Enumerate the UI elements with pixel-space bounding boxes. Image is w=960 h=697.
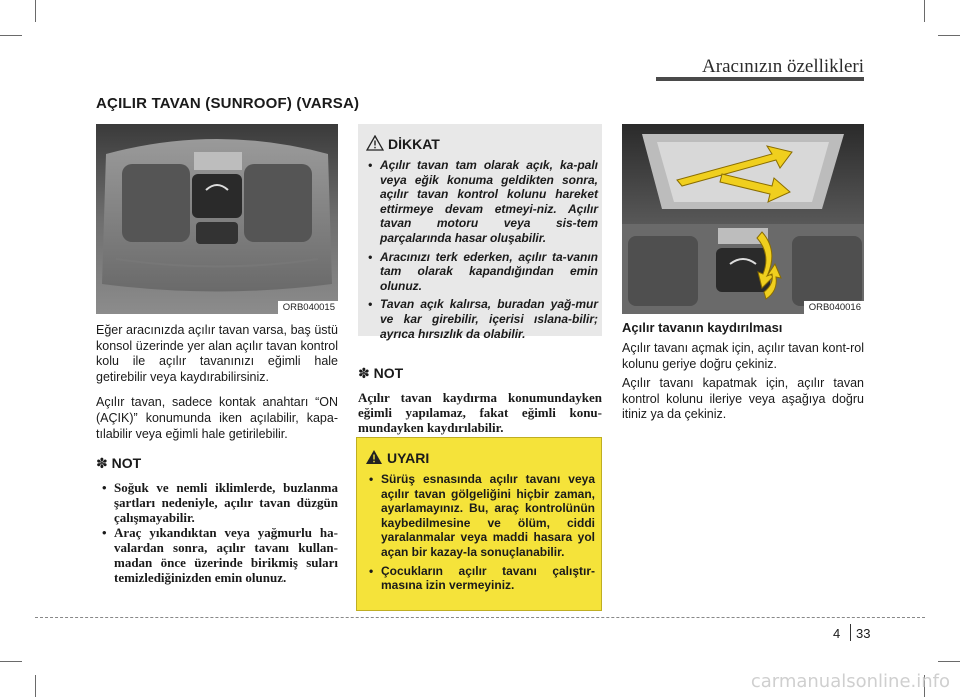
left-column bbox=[96, 323, 338, 585]
note-label: NOT bbox=[111, 455, 142, 472]
note-heading bbox=[358, 365, 602, 382]
warning-title: UYARI bbox=[387, 450, 430, 466]
note-label: NOT bbox=[373, 365, 404, 381]
overhead-console-illustration bbox=[96, 124, 338, 314]
section-title: AÇILIR TAVAN (SUNROOF) (VARSA) bbox=[96, 95, 360, 112]
list-item: • Soğuk ve nemli iklimlerde, buzlanma şartları nedeniyle, açılır tavan düzgün çalışmayabilir. bbox=[96, 480, 338, 525]
crop-mark bbox=[35, 675, 36, 697]
subsection-title: Açılır tavanın kaydırılması bbox=[622, 320, 783, 335]
watermark: carmanualsonline.info bbox=[750, 671, 950, 692]
list-item: • Sürüş esnasında açılır tavanı veya açılır tavan gölgeliğini hiçbir zaman, ayarlamayınız. Bu, araç kontrolünün kaybedilmesine ve ölüm, ciddi yaralanmalar veya maddi hasara yol açan bir kazay-la sonuçlanabilir. bbox=[363, 472, 595, 560]
crop-mark bbox=[0, 661, 22, 662]
chapter-title: Aracınızın özellikleri bbox=[702, 56, 864, 77]
caution-box bbox=[358, 124, 602, 341]
list-item: • Çocukların açılır tavanı çalıştır-masına izin vermeyiniz. bbox=[363, 564, 595, 593]
page-number-separator bbox=[850, 624, 851, 641]
caution-title: DİKKAT bbox=[388, 136, 440, 152]
list-item: • Araç yıkandıktan veya yağmurlu ha-valardan sonra, açılır tavanı kullan-madan önce üzerinde birikmiş suları temizlediğinizden emin olunuz. bbox=[96, 525, 338, 585]
warning-box bbox=[356, 437, 602, 611]
list-item: • Açılır tavan tam olarak açık, ka-palı veya eğik konuma geldikten sonra, açılır tavan kontrol kolunu hareket ettirmeye devam etmeyi-niz. Açılır tavan motoru veya sis-tem parçalarında hasar oluşabilir. bbox=[362, 158, 598, 246]
chapter-number: 4 bbox=[833, 626, 841, 641]
warning-list bbox=[363, 472, 595, 597]
crop-mark bbox=[938, 35, 960, 36]
intro-paragraph: Eğer aracınızda açılır tavan varsa, baş üstü konsol üzerinde yer alan açılır tavan kontrol kolu ile açılır tavanınızı eğimli hale getirebilir veya kaydırabilirsiniz. bbox=[96, 323, 338, 384]
sunroof-slide-illustration bbox=[622, 124, 864, 314]
crop-mark bbox=[0, 35, 22, 36]
list-item: • Tavan açık kalırsa, buradan yağ-mur ve kar girebilir, içerisi ıslana-bilir; ayrıca hırsızlık da olabilir. bbox=[362, 297, 598, 341]
header-rule bbox=[656, 77, 864, 81]
ignition-paragraph: Açılır tavan, sadece kontak anahtarı “ON (AÇIK)” konumunda iken açılabilir, kapa-tılabilir veya eğimli hale getirilebilir. bbox=[96, 395, 338, 441]
note-symbol-icon: ✽ bbox=[96, 455, 108, 472]
caution-list bbox=[362, 158, 598, 345]
crop-mark bbox=[35, 0, 36, 22]
close-instructions: Açılır tavanı kapatmak için, açılır tavan kontrol kolunu ileriye veya aşağıya doğru itiniz ya da çekiniz. bbox=[622, 376, 864, 422]
warning-triangle-icon bbox=[366, 135, 384, 151]
overhead-console-photo bbox=[96, 124, 338, 314]
crop-mark bbox=[924, 0, 925, 22]
figure-code: ORB040015 bbox=[278, 301, 338, 314]
middle-note-text: Açılır tavan kaydırma konumundayken eğimli yapılamaz, fakat eğimli konu-mundayken kaydırılabilir. bbox=[358, 390, 602, 435]
sunroof-control-photo bbox=[622, 124, 864, 314]
open-instructions: Açılır tavanı açmak için, açılır tavan kont-rol kolunu geriye doğru çekiniz. bbox=[622, 341, 864, 371]
footer-divider bbox=[35, 617, 925, 618]
warning-triangle-icon bbox=[365, 449, 383, 465]
note-heading bbox=[96, 456, 338, 472]
note-symbol-icon: ✽ bbox=[358, 365, 370, 381]
middle-note bbox=[358, 365, 602, 435]
note-list bbox=[96, 480, 338, 585]
right-column bbox=[622, 341, 864, 433]
page-number: 33 bbox=[856, 626, 871, 641]
list-item: • Aracınızı terk ederken, açılır ta-vanın tam olarak kapandığından emin olunuz. bbox=[362, 250, 598, 294]
figure-code: ORB040016 bbox=[804, 301, 864, 314]
crop-mark bbox=[938, 661, 960, 662]
